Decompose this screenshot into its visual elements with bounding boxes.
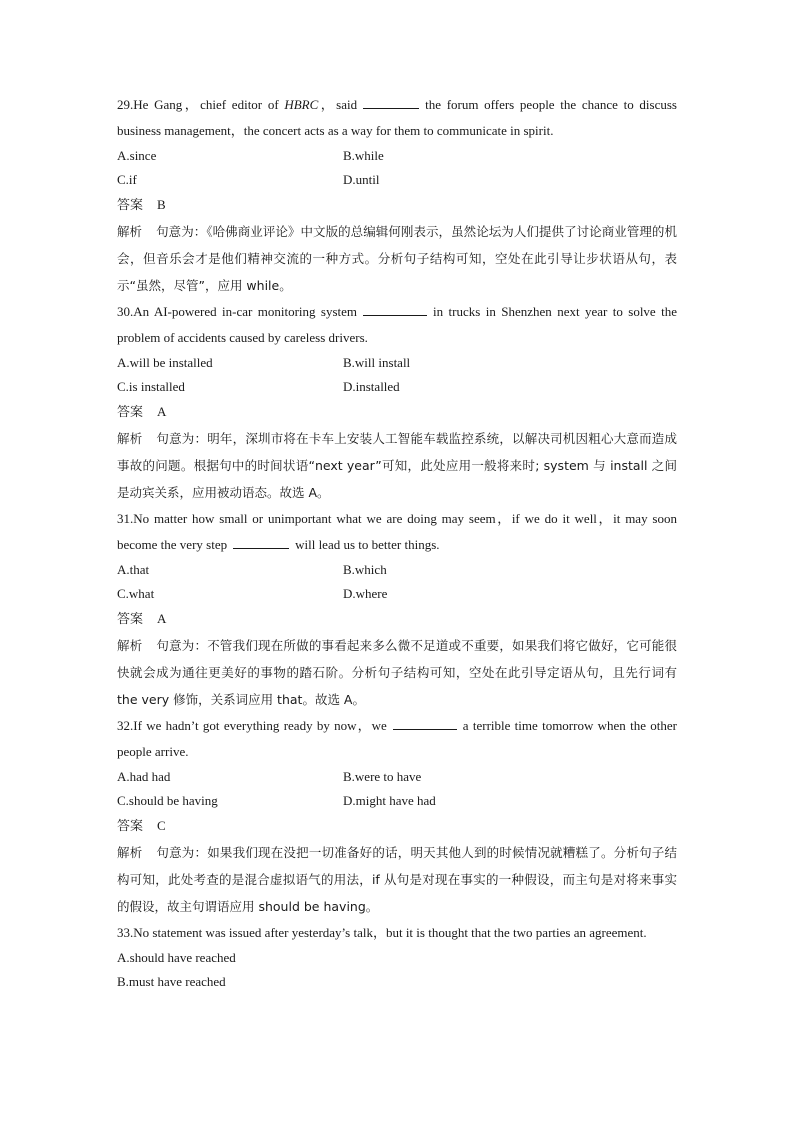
answer-32	[117, 813, 677, 839]
question-33	[117, 920, 677, 946]
question-29	[117, 92, 677, 144]
option: B.must have reached	[117, 974, 226, 989]
option: C.should be having	[117, 793, 218, 808]
explanation-text: 句意为：如果我们现在没把一切准备好的话，明天其他人到的时候情况就糟糕了。分析句子结构可知，此处考查的是混合虚拟语气的用法，if 从句是对现在事实的一种假设，而主句是对将来事实的假设，故主句谓语应用 should be having。	[117, 845, 677, 914]
options-30	[117, 351, 677, 399]
answer-value: A	[157, 404, 167, 419]
option: B.which	[343, 562, 387, 577]
option: D.where	[343, 586, 388, 601]
option: D.installed	[343, 379, 400, 394]
option: A.had had	[117, 769, 171, 784]
question-stem: 30.An AI-powered in-car monitoring system	[117, 304, 358, 319]
answer-value: A	[157, 611, 167, 626]
options-29	[117, 144, 677, 192]
explanation-32	[117, 839, 677, 920]
answer-label: 答案	[117, 197, 144, 212]
answer-29	[117, 192, 677, 218]
question-stem: in trucks in Shenzhen next year to solve the problem of accidents caused by careless drivers.	[117, 304, 677, 345]
options-32	[117, 765, 677, 813]
document-page	[117, 92, 677, 994]
explanation-label: 解析	[117, 431, 143, 446]
option: A.will be installed	[117, 355, 213, 370]
explanation-text: 句意为：《哈佛商业评论》中文版的总编辑何刚表示，虽然论坛为人们提供了讨论商业管理的机会，但音乐会才是他们精神交流的一种方式。分析句子结构可知，空处在此引导让步状语从句，表示“虽然，尽管”，应用 while。	[117, 224, 677, 293]
answer-label: 答案	[117, 611, 144, 626]
options-33	[117, 946, 677, 994]
option: A.should have reached	[117, 950, 236, 965]
answer-label: 答案	[117, 404, 144, 419]
explanation-29	[117, 218, 677, 299]
explanation-text: 句意为：不管我们现在所做的事看起来多么微不足道或不重要，如果我们将它做好，它可能很快就会成为通往更美好的事物的踏石阶。分析句子结构可知，空处在此引导定语从句，且先行词有 the very 修饰，关系词应用 that。故选 A。	[117, 638, 677, 707]
explanation-31	[117, 632, 677, 713]
option: B.were to have	[343, 769, 422, 784]
question-stem: a terrible time tomorrow when the other people arrive.	[117, 718, 677, 759]
explanation-label: 解析	[117, 224, 143, 239]
option: A.that	[117, 562, 150, 577]
explanation-text: 句意为：明年，深圳市将在卡车上安装人工智能车载监控系统，以解决司机因粗心大意而造成事故的问题。根据句中的时间状语“next year”可知，此处应用一般将来时; system 与 install 之间是动宾关系，应用被动语态。故选 A。	[117, 431, 677, 500]
option: C.if	[117, 172, 137, 187]
option: C.is installed	[117, 379, 185, 394]
option: D.might have had	[343, 793, 436, 808]
answer-31	[117, 606, 677, 632]
answer-30	[117, 399, 677, 425]
explanation-30	[117, 425, 677, 506]
question-stem: will lead us to better things.	[295, 537, 440, 552]
answer-value: B	[157, 197, 166, 212]
option: B.while	[343, 148, 384, 163]
answer-blank	[233, 536, 289, 549]
question-31	[117, 506, 677, 558]
answer-value: C	[157, 818, 166, 833]
explanation-label: 解析	[117, 638, 143, 653]
options-31	[117, 558, 677, 606]
question-30	[117, 299, 677, 351]
question-stem: ，said	[318, 97, 358, 112]
question-stem: 31.No matter how small or unimportant what we are doing may seem，if we do it well，it may soon become the very step	[117, 511, 677, 552]
option: A.since	[117, 148, 157, 163]
option: D.until	[343, 172, 380, 187]
option: C.what	[117, 586, 155, 601]
question-stem: the forum offers people the chance to discuss business management，the concert acts as a way for them to communicate in spirit.	[117, 97, 677, 138]
question-stem: 32.If we hadn’t got everything ready by now，we	[117, 718, 387, 733]
option: B.will install	[343, 355, 411, 370]
answer-blank	[363, 96, 419, 109]
explanation-label: 解析	[117, 845, 143, 860]
answer-blank	[363, 303, 427, 316]
question-stem-italic: HBRC	[284, 97, 319, 112]
answer-label: 答案	[117, 818, 144, 833]
answer-blank	[393, 717, 457, 730]
question-32	[117, 713, 677, 765]
question-stem: 29.He Gang，chief editor of	[117, 97, 285, 112]
question-stem: 33.No statement was issued after yesterday’s talk，but it is thought that the two parties an agreement.	[117, 925, 647, 940]
